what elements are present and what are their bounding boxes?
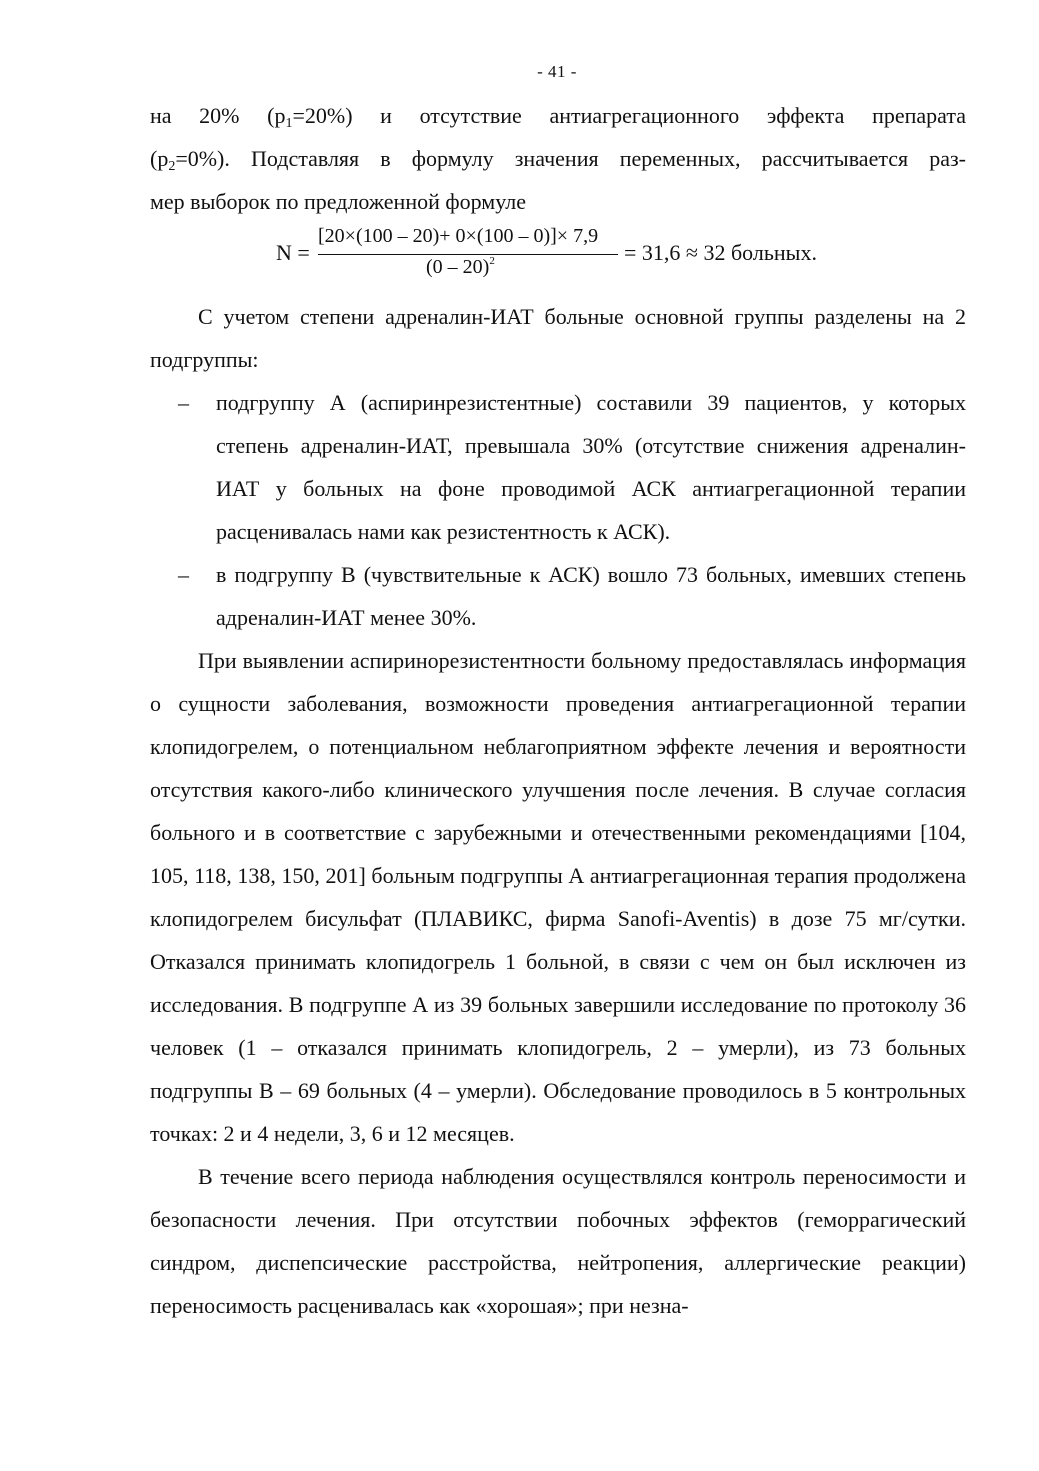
page-number: - 41 - — [537, 62, 577, 81]
paragraph-intro — [150, 94, 966, 223]
formula-numerator: [20×(100 – 20)+ 0×(100 – 0)]× 7,9 — [318, 225, 599, 247]
bullet-dash: – — [178, 390, 189, 415]
bullet-text: подгруппу А (аспиринрезистентные) составили 39 пациентов, у которых степень адреналин-ИАТ, превышала 30% (отсутствие снижения адреналин-ИАТ у больных на фоне проводимой АСК антиагрегационной терапии расценивалась нами как резистентность к АСК). — [216, 390, 966, 544]
paragraph-aspirin-resistance: При выявлении аспиринорезистентности больному предоставлялась информация о сущности заболевания, возможности проведения антиагрегационной терапии клопидогрелем, о потенциальном неблагоприятном эффекте лечения и вероятности отсутствия какого-либо клинического улучшения после лечения. В случае согласия больного и в соответствие с зарубежными и отечественными рекомендациями [104, 105, 118, 138, 150, 201] больным подгруппы А антиагрегационная терапия продолжена клопидогрелем бисульфат (ПЛАВИКС, фирма Sanofi-Aventis) в дозе 75 мг/сутки. Отказался принимать клопидогрель 1 больной, в связи с чем он был исключен из исследования. В подгруппе А из 39 больных завершили исследование по протоколу 36 человек (1 – отказался принимать клопидогрель, 2 – умерли), из 73 больных подгруппы В – 69 больных (4 – умерли). Обследование проводилось в 5 контрольных точках: 2 и 4 недели, 3, 6 и 12 месяцев. — [150, 648, 966, 1146]
formula-result: = 31,6 ≈ 32 больных. — [624, 240, 817, 265]
fraction-bar — [318, 254, 618, 255]
paragraph-subgroups: С учетом степени адреналин-ИАТ больные основной группы разделены на 2 подгруппы: — [150, 304, 966, 372]
intro-line-2: $(p_2=0\%)$. Подставляя в формулу значения переменных, рассчитывается раз- — [150, 146, 966, 174]
bullet-dash: – — [178, 562, 189, 587]
bullet-text: в подгруппу В (чувствительные к АСК) вошло 73 больных, имевших степень адреналин-ИАТ менее 30%. — [216, 562, 966, 630]
intro-line-1: на 20% $(p_1=20\%)$ и отсутствие антиагрегационного эффекта препарата — [150, 103, 966, 131]
intro-line-3: мер выборок по предложенной формуле — [150, 189, 526, 214]
body-text — [150, 295, 966, 1327]
bullet-item-subgroup-b — [150, 553, 966, 639]
paragraph-tolerability: В течение всего периода наблюдения осуществлялся контроль переносимости и безопасности лечения. При отсутствии побочных эффектов (геморрагический синдром, диспепсические расстройства, нейтропения, аллергические реакции) переносимость расценивалась как «хорошая»; при незна- — [150, 1164, 966, 1318]
bullet-item-subgroup-a — [150, 381, 966, 553]
formula-denominator: (0 – 20)$^2$ — [426, 255, 495, 278]
sample-size-formula — [276, 223, 876, 285]
formula-lhs: N = — [276, 240, 310, 265]
